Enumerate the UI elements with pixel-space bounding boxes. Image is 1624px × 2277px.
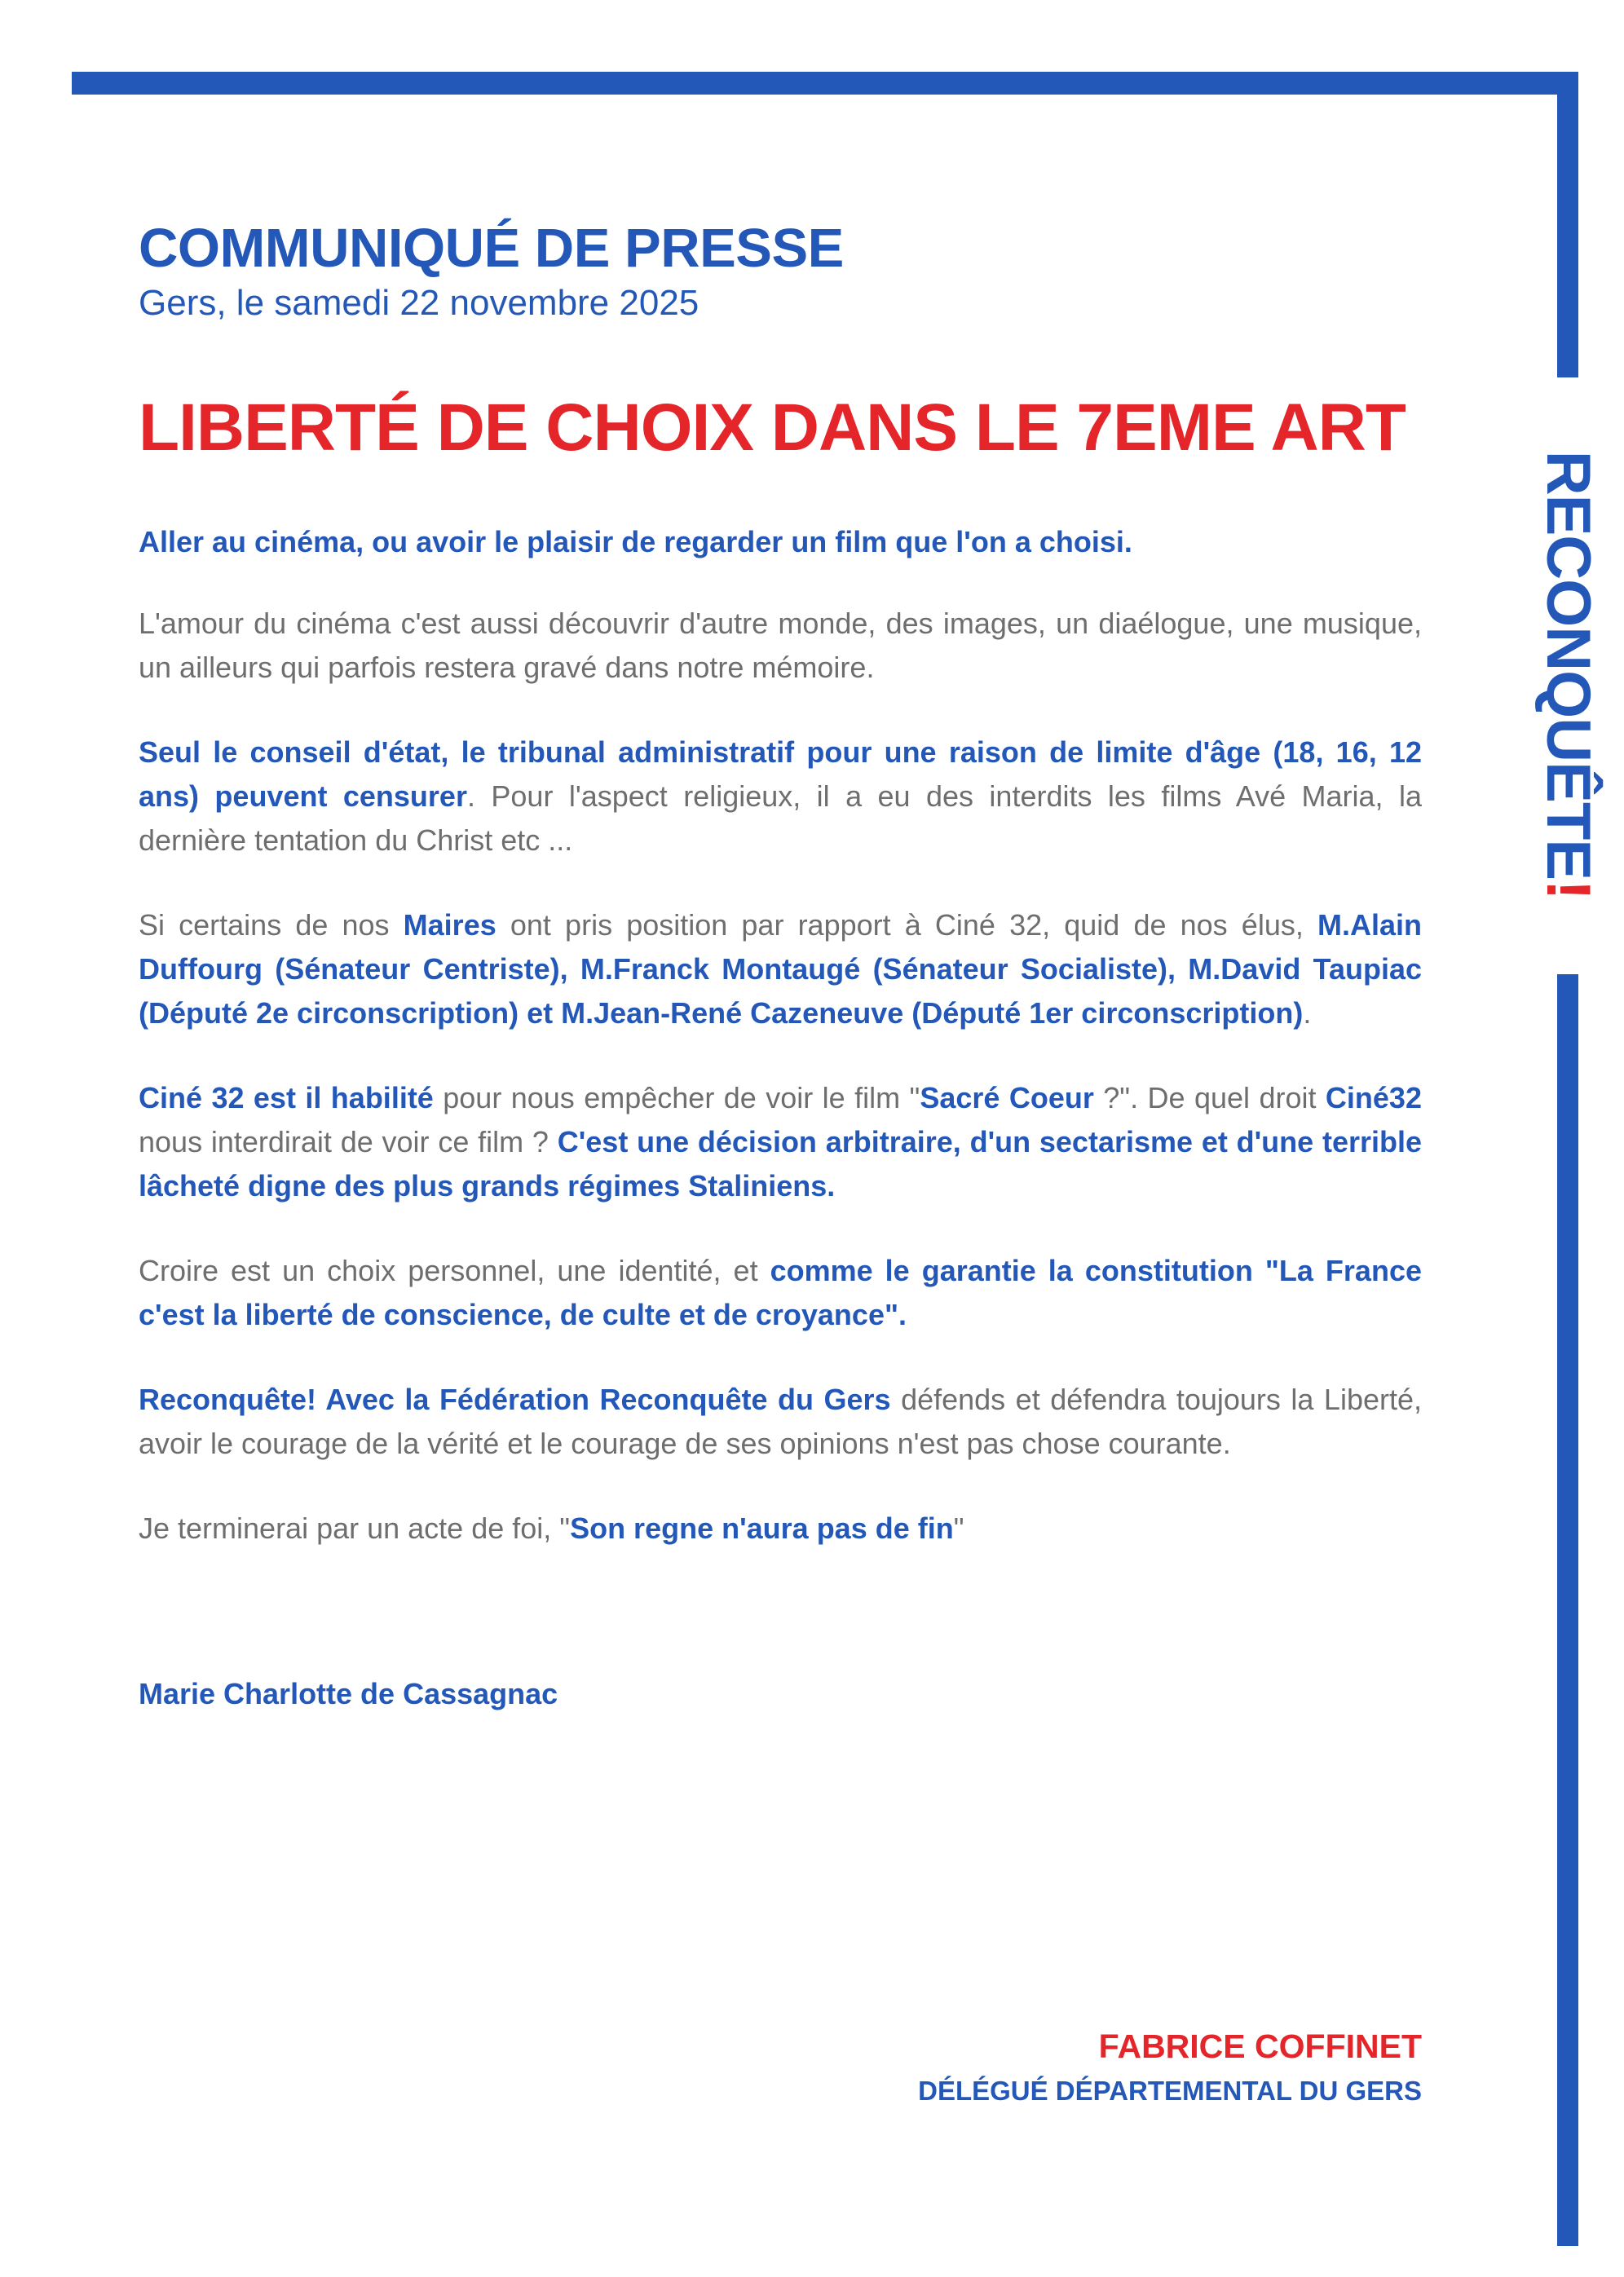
body-text-run: Je terminerai par un acte de foi, " bbox=[139, 1511, 571, 1545]
body-text-run: " bbox=[953, 1511, 964, 1545]
frame-top-bar bbox=[72, 72, 1578, 95]
body-text-run: Si certains de nos bbox=[139, 908, 404, 942]
signatory-title: DÉLÉGUÉ DÉPARTEMENTAL DU GERS bbox=[918, 2076, 1422, 2107]
logo-exclamation: ! bbox=[1534, 879, 1603, 900]
press-header bbox=[139, 218, 1419, 324]
body-text-run: défends et défendra toujours la Liberté, avoir le courage de la vérité et le courage de ses opinions n'est pas chose courante. bbox=[139, 1383, 1423, 1460]
emphasis-text: Maires bbox=[403, 908, 496, 942]
reconquete-logo bbox=[1534, 450, 1603, 900]
paragraph-love-of-cinema bbox=[139, 602, 1422, 690]
logo-wordmark: RECONQUÊTE bbox=[1534, 450, 1603, 880]
paragraph-censorship bbox=[139, 730, 1422, 863]
emphasis-text: C'est une décision arbitraire, d'un sectarisme et d'une terrible lâcheté digne des plus grands régimes Staliniens. bbox=[139, 1125, 1422, 1202]
emphasis-text: M.Alain Duffourg (Sénateur Centriste), M.Franck Montaugé (Sénateur Socialiste), M.David Taupiac (Député 2e circonscription) et M.Jean-René Cazeneuve (Député 1er circonscription) bbox=[139, 908, 1422, 1030]
paragraph-intro bbox=[139, 520, 1422, 564]
emphasis-text: Ciné 32 est il habilité bbox=[139, 1081, 434, 1114]
emphasis-text: comme le garantie la constitution "La France c'est la liberté de conscience, de culte et de croyance". bbox=[139, 1254, 1422, 1331]
paragraph-cine32 bbox=[139, 1076, 1422, 1208]
emphasis-text: Sacré Coeur bbox=[920, 1081, 1094, 1114]
press-release-body bbox=[139, 520, 1422, 1591]
signatory-name: FABRICE COFFINET bbox=[1098, 2028, 1422, 2065]
paragraph-elected-officials bbox=[139, 903, 1422, 1035]
body-text-run: . Pour l'aspect religieux, il a eu des interdits les films Avé Maria, la dernière tentation du Christ etc ... bbox=[139, 779, 1422, 857]
paragraph-federation bbox=[139, 1378, 1422, 1466]
body-text-run: L'amour du cinéma c'est aussi découvrir d'autre monde, des images, un diaélogue, une musique, un ailleurs qui parfois restera gravé dans notre mémoire. bbox=[139, 607, 1422, 684]
paragraph-act-of-faith bbox=[139, 1507, 1422, 1551]
frame-right-bar-lower bbox=[1557, 974, 1578, 2246]
press-release-date: Gers, le samedi 22 novembre 2025 bbox=[139, 282, 699, 323]
author-signature: Marie Charlotte de Cassagnac bbox=[139, 1677, 558, 1710]
body-text-run: ont pris position par rapport à Ciné 32, quid de nos élus, bbox=[496, 908, 1317, 942]
press-release-kicker: COMMUNIQUÉ DE PRESSE bbox=[139, 218, 844, 279]
body-text-run: . bbox=[1303, 996, 1312, 1030]
body-text-run: Croire est un choix personnel, une identité, et bbox=[139, 1254, 770, 1287]
frame-right-bar-upper bbox=[1557, 72, 1578, 377]
emphasis-text: Reconquête! Avec la Fédération Reconquête du Gers bbox=[139, 1383, 891, 1416]
paragraph-belief bbox=[139, 1249, 1422, 1337]
emphasis-text: Seul le conseil d'état, le tribunal administratif pour une raison de limite d'âge (18, 16, 12 ans) peuvent censurer bbox=[139, 735, 1422, 813]
emphasis-text: Son regne n'aura pas de fin bbox=[570, 1511, 954, 1545]
emphasis-text: Ciné32 bbox=[1325, 1081, 1422, 1114]
page-title: LIBERTÉ DE CHOIX DANS LE 7EME ART bbox=[139, 391, 1406, 465]
body-text-run: pour nous empêcher de voir le film " bbox=[433, 1081, 920, 1114]
emphasis-text: Aller au cinéma, ou avoir le plaisir de regarder un film que l'on a choisi. bbox=[139, 525, 1132, 558]
body-text-run: nous interdirait de voir ce film ? bbox=[139, 1125, 558, 1158]
body-text-run: ?". De quel droit bbox=[1093, 1081, 1326, 1114]
signatory-block bbox=[918, 2027, 1422, 2107]
